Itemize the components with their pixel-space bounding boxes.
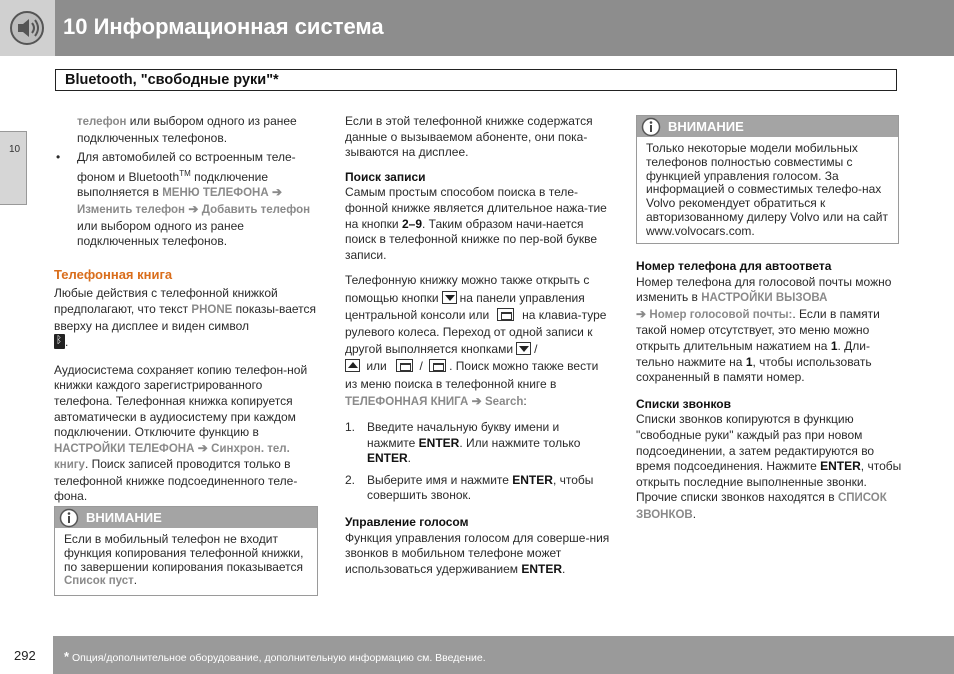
paragraph: Аудиосистема сохраняет копию телефон-ной книжки каждого зарегистрированного телефона. Телефонная книжка копируется автоматически в аудиосистему при каждом подключении. Отключите функцию в НАСТРОЙКИ ТЕЛЕФОНА ➔ Синхрон. тел. книгу. Поиск записей проводится только в телефонной книжке подсоединенного теле-фона. <box>54 362 308 504</box>
column-middle <box>345 114 610 577</box>
paragraph: Функция управления голосом для соверше-ния звонков в мобильном телефоне может использоваться удерживанием ENTER. <box>345 530 610 576</box>
heading-call-lists: Списки звонков <box>636 396 731 411</box>
paragraph: Если в этой телефонной книжке содержатся данные о вызываемом абоненте, они пока-зываются на дисплее. <box>345 114 593 160</box>
note-title: ВНИМАНИЕ <box>86 510 162 525</box>
paragraph: Любые действия с телефонной книжкой предполагают, что текст PHONE показы-вается вверху на дисплее и виден символ ᛒ. <box>54 286 317 350</box>
warning-note-left <box>54 506 318 596</box>
note-header <box>637 116 898 137</box>
chapter-icon-box <box>0 0 55 56</box>
section-title-box <box>55 69 897 91</box>
paragraph: Самым простым способом поиска в теле-фонной книжке является длительное нажа-тие на кнопки 2–9. Таким образом начи-нается поиск в телефонной книжке по пер-вой букве записи. <box>345 185 607 262</box>
section-title: Bluetooth, "свободные руки"* <box>65 72 279 88</box>
paragraph: Списки звонков копируются в функцию "свободные руки" каждый раз при новом подсоединении, а затем редактируются во время подсоединения. Нажмите ENTER, чтобы открыть последние выполненные звонки. Прочие списки звонков находятся в СПИСОК ЗВОНКОВ. <box>636 412 902 521</box>
column-right <box>636 259 902 524</box>
heading-autoanswer: Номер телефона для автоответа <box>636 259 832 273</box>
heading-phonebook: Телефонная книга <box>54 266 173 282</box>
chapter-side-tab[interactable] <box>0 131 27 205</box>
warning-note-right <box>636 115 899 244</box>
bluetooth-icon <box>54 334 65 349</box>
down-button-icon <box>442 291 457 304</box>
phone-button-icon <box>396 359 413 372</box>
up-button-icon <box>345 359 360 372</box>
page-number: 292 <box>14 648 36 663</box>
heading-voice: Управление голосом <box>345 514 469 529</box>
phone-button-icon <box>497 308 514 321</box>
info-icon <box>641 117 661 137</box>
heading-search: Поиск записи <box>345 169 426 184</box>
info-icon <box>59 508 79 528</box>
note-title: ВНИМАНИЕ <box>668 119 744 134</box>
note-body: Только некоторые модели мобильных телефонов полностью совместимы с функцией управления голосом. За информацией о совместимых телефо-нах Volvo рекомендует обратиться к авторизованному дилеру Volvo или на сайт www.volvocars.com. <box>646 141 888 238</box>
chapter-title: 10 Информационная система <box>63 14 384 39</box>
note-header <box>55 507 317 528</box>
side-tab-label: 10 <box>9 144 21 155</box>
phone-button-icon <box>429 359 446 372</box>
steps-list <box>345 420 610 504</box>
column-left <box>54 114 317 505</box>
note-body: Если в мобильный телефон не входит функция копирования телефонной книжки, по завершении копирования показывается Список пуст. <box>64 532 304 588</box>
speaker-icon <box>9 10 45 46</box>
list-item: 1. Введите начальную букву имени и нажмите ENTER. Или нажмите только ENTER. <box>345 419 581 466</box>
paragraph: Номер телефона для голосовой почты можно изменить в НАСТРОЙКИ ВЫЗОВА ➔ Номер голосовой почты:. Если в памяти такой номер отсутствует, это меню можно открыть длительным нажатием на 1. Дли-тельно нажмите на 1, чтобы использовать сохраненный в памяти номер. <box>636 274 892 385</box>
paragraph-continued: телефон или выбором одного из ранее подключенных телефонов. <box>77 114 297 145</box>
paragraph: Телефонную книжку можно также открыть с помощью кнопки на панели управления центральной консоли или на клавиа-туре рулевого колеса. Переход от одной записи к другой выполняется кнопками / или / . Поиск можно также вести из меню поиска в телефонной книге в ТЕЛЕФОННАЯ КНИГА ➔ Search: <box>345 273 607 408</box>
list-item: 2. Выберите имя и нажмите ENTER, чтобы совершить звонок. <box>345 472 594 503</box>
down-button-icon <box>516 342 531 355</box>
footnote: * Опция/дополнительное оборудование, дополнительную информацию см. Введение. <box>64 649 486 664</box>
list-item: • Для автомобилей со встроенным теле-фоном и Bluetooth™ подключение выполняется в МЕНЮ ТЕЛЕФОНА ➔ Изменить телефон ➔ Добавить телефон или выбором одного из ранее подключенных телефонов. <box>56 150 311 249</box>
